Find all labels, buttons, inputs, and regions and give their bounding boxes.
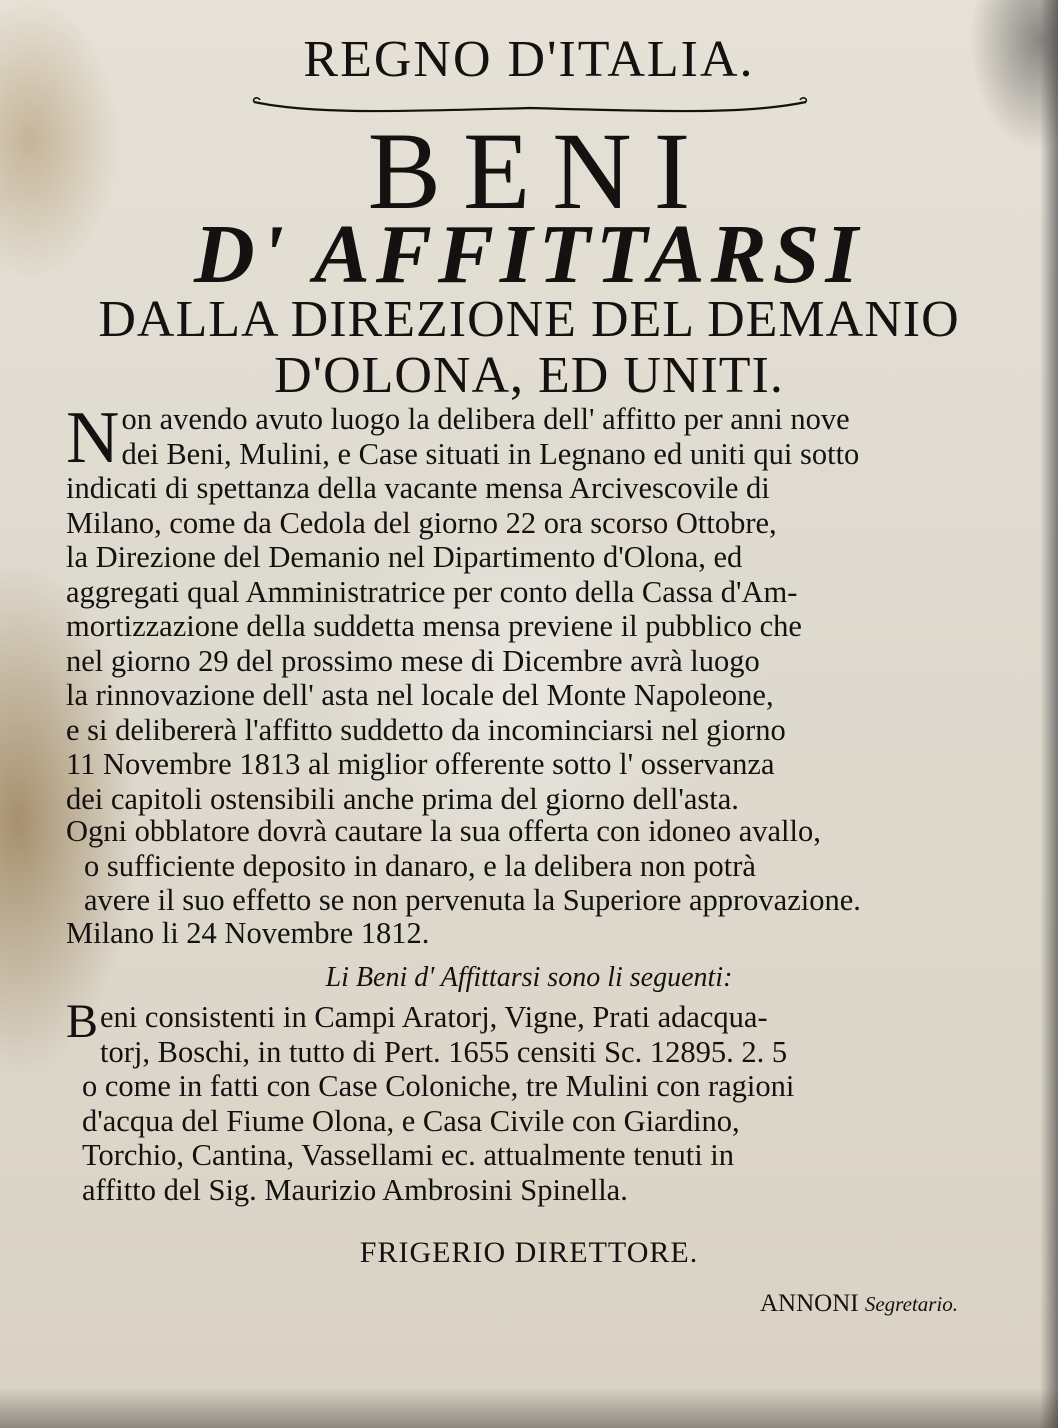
property-line: affitto del Sig. Maurizio Ambrosini Spinella.: [82, 1172, 628, 1207]
property-heading: Li Beni d' Affittarsi sono li seguenti:: [325, 962, 733, 993]
notice-paragraph: [66, 397, 966, 816]
drop-cap: B: [66, 995, 99, 1048]
notice-line: e si delibererà l'affitto suddetto da incominciarsi nel giorno: [66, 712, 786, 747]
property-line: d'acqua del Fiume Olona, e Casa Civile con Giardino,: [82, 1103, 740, 1138]
notice-line: la Direzione del Demanio nel Dipartimento d'Olona, ed: [66, 540, 743, 574]
notice-line: Milano, come da Cedola del giorno 22 ora scorso Ottobre,: [66, 505, 777, 540]
notice-line: 11 Novembre 1813 al miglior offerente sotto l' osservanza: [66, 747, 775, 781]
drop-cap: N: [66, 397, 120, 479]
notice-line: dei Beni, Mulini, e Case situati in Legnano ed uniti qui sotto: [121, 436, 860, 471]
notice-line: nel giorno 29 del prossimo mese di Dicembre avrà luogo: [66, 643, 760, 678]
conditions-line: Ogni obblatore dovrà cautare la sua offerta con idoneo avallo,: [66, 814, 821, 848]
notice-line: on avendo avuto luogo la delibera dell' affitto per anni nove: [121, 402, 850, 436]
property-paragraph: [66, 995, 966, 1207]
notice-line: aggregati qual Amministratrice per conto della Cassa d'Am-: [66, 574, 798, 609]
kingdom-heading: REGNO D'ITALIA.: [303, 31, 755, 88]
conditions-paragraph: [66, 814, 966, 918]
conditions-line: avere il suo effetto se non pervenuta la Superiore approvazione.: [84, 883, 861, 917]
notice-line: indicati di spettanza della vacante mensa Arcivescovile di: [66, 471, 770, 505]
notice-line: mortizzazione della suddetta mensa previene il pubblico che: [66, 609, 802, 643]
notice-line: la rinnovazione dell' asta nel locale del Monte Napoleone,: [66, 678, 774, 712]
property-line: Torchio, Cantina, Vassellami ec. attualmente tenuti in: [82, 1138, 735, 1172]
property-line: eni consistenti in Campi Aratorj, Vigne, Prati adacqua-: [100, 1000, 768, 1034]
notice-line: dei capitoli ostensibili anche prima del giorno dell'asta.: [66, 781, 739, 816]
conditions-line: o sufficiente deposito in danaro, e la delibera non potrà: [84, 848, 756, 883]
property-line: o come in fatti con Case Coloniche, tre Mulini con ragioni: [82, 1069, 795, 1103]
authority-line-2: D'OLONA, ED UNITI.: [274, 347, 784, 404]
secretary-role: Segretario.: [864, 1292, 958, 1316]
secretary-signature: [760, 1290, 958, 1318]
authority-line-1: DALLA DIREZIONE DEL DEMANIO: [98, 291, 960, 348]
notice-date: Milano li 24 Novembre 1812.: [66, 916, 430, 950]
subtitle: D' AFFITTARSI: [193, 208, 865, 301]
secretary-name: ANNONI: [760, 1290, 859, 1317]
main-title: BENI: [367, 110, 713, 232]
page-bottom-shadow: [0, 1388, 1058, 1428]
director-signature: FRIGERIO DIRETTORE.: [359, 1236, 699, 1269]
property-line: torj, Boschi, in tutto di Pert. 1655 censiti Sc. 12895. 2. 5: [100, 1034, 788, 1069]
